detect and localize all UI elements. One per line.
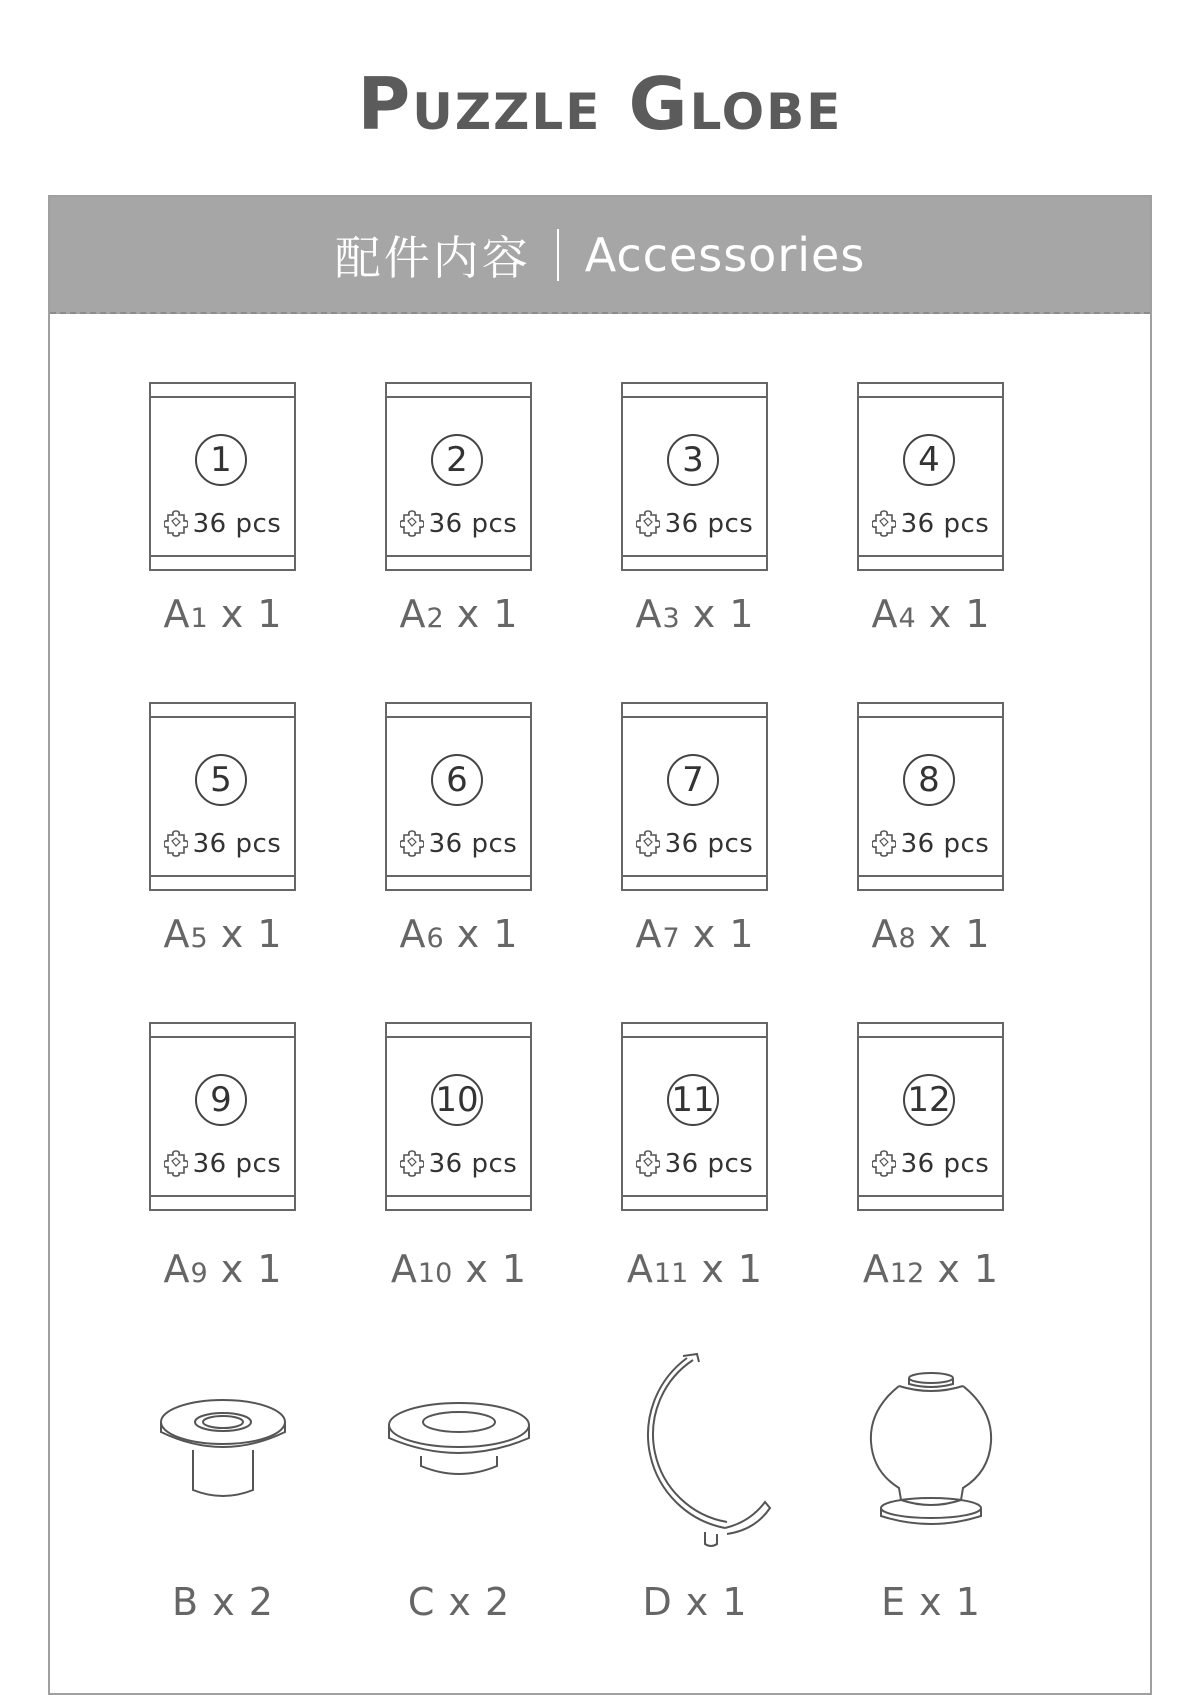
- base-plate-icon: [339, 1370, 579, 1560]
- puzzle-piece-icon: [400, 509, 424, 537]
- pack-top-band: [859, 1036, 1002, 1038]
- puzzle-piece-icon: [636, 509, 660, 537]
- pack-number: 10: [431, 1074, 483, 1126]
- header-zh: 配件内容: [334, 230, 531, 285]
- puzzle-pack: [385, 702, 532, 891]
- panel-header: [50, 197, 1150, 314]
- pack-quantity: x 1: [937, 1247, 1000, 1291]
- pack-top-band: [623, 396, 766, 398]
- pack-subscript: 1: [190, 603, 208, 634]
- pack-bottom-band: [623, 555, 766, 557]
- puzzle-piece-icon: [872, 829, 896, 857]
- pack-label: [103, 592, 343, 636]
- pack-bottom-band: [859, 555, 1002, 557]
- pack-pieces-count: 36 pcs: [192, 829, 282, 859]
- puzzle-piece-icon: [872, 1149, 896, 1177]
- pack-number: 8: [903, 754, 955, 806]
- puzzle-pack: [857, 382, 1004, 571]
- pack-subscript: 12: [889, 1258, 925, 1289]
- puzzle-pack: [621, 1022, 768, 1211]
- pack-letter: A: [163, 1247, 191, 1291]
- pack-top-band: [859, 716, 1002, 718]
- pack-letter: A: [399, 592, 427, 636]
- pack-subscript: 4: [898, 603, 916, 634]
- pack-pieces: [859, 509, 1002, 539]
- pack-quantity: x 1: [220, 592, 283, 636]
- pack-pieces-count: 36 pcs: [428, 829, 518, 859]
- pack-bottom-band: [623, 1195, 766, 1197]
- pack-label: [575, 912, 815, 956]
- pack-bottom-band: [387, 1195, 530, 1197]
- pack-number: 2: [431, 434, 483, 486]
- puzzle-piece-icon: [164, 509, 188, 537]
- pack-letter: A: [635, 592, 663, 636]
- pack-subscript: 6: [426, 923, 444, 954]
- pack-letter: A: [399, 912, 427, 956]
- puzzle-pack: [621, 702, 768, 891]
- pack-label: [811, 1247, 1051, 1291]
- puzzle-pack: [149, 382, 296, 571]
- pack-top-band: [151, 396, 294, 398]
- pack-label: [811, 912, 1051, 956]
- part-label: C x 2: [407, 1580, 511, 1624]
- pack-pieces-count: 36 pcs: [900, 1149, 990, 1179]
- header-divider: [557, 229, 559, 281]
- puzzle-piece-icon: [636, 829, 660, 857]
- meridian-arc-icon: [575, 1350, 815, 1560]
- pack-bottom-band: [151, 555, 294, 557]
- pack-letter: A: [871, 592, 899, 636]
- pack-top-band: [387, 1036, 530, 1038]
- pack-quantity: x 1: [692, 912, 755, 956]
- pack-pieces-count: 36 pcs: [192, 1149, 282, 1179]
- pack-bottom-band: [387, 875, 530, 877]
- page-title: Puzzle Globe: [357, 62, 843, 146]
- pack-label: [103, 912, 343, 956]
- puzzle-pack: [149, 702, 296, 891]
- pack-subscript: 9: [190, 1258, 208, 1289]
- pack-number: 11: [667, 1074, 719, 1126]
- pack-quantity: x 1: [928, 592, 991, 636]
- pack-top-band: [151, 1036, 294, 1038]
- pack-top-band: [151, 716, 294, 718]
- pack-bottom-band: [151, 1195, 294, 1197]
- pack-bottom-band: [623, 875, 766, 877]
- pack-label: [339, 912, 579, 956]
- pack-label: [575, 1247, 815, 1291]
- pack-pieces-count: 36 pcs: [664, 1149, 754, 1179]
- pack-quantity: x 1: [220, 1247, 283, 1291]
- pack-label: [339, 592, 579, 636]
- pack-pieces: [623, 1149, 766, 1179]
- pack-number: 6: [431, 754, 483, 806]
- pack-number: 1: [195, 434, 247, 486]
- part-label: D x 1: [642, 1580, 748, 1624]
- pack-pieces-count: 36 pcs: [900, 829, 990, 859]
- pack-pieces: [859, 829, 1002, 859]
- part-label: B x 2: [172, 1580, 274, 1624]
- pack-label: [575, 592, 815, 636]
- pack-number: 9: [195, 1074, 247, 1126]
- puzzle-piece-icon: [164, 1149, 188, 1177]
- pack-quantity: x 1: [692, 592, 755, 636]
- pack-top-band: [623, 1036, 766, 1038]
- pack-letter: A: [163, 592, 191, 636]
- pack-pieces: [151, 509, 294, 539]
- pack-number: 4: [903, 434, 955, 486]
- pack-quantity: x 1: [456, 592, 519, 636]
- pack-subscript: 7: [662, 923, 680, 954]
- header-en: Accessories: [584, 227, 866, 282]
- pack-quantity: x 1: [928, 912, 991, 956]
- pack-letter: A: [871, 912, 899, 956]
- pack-subscript: 2: [426, 603, 444, 634]
- pack-top-band: [387, 396, 530, 398]
- pack-pieces-count: 36 pcs: [664, 829, 754, 859]
- pack-quantity: x 1: [220, 912, 283, 956]
- pack-subscript: 5: [190, 923, 208, 954]
- pack-top-band: [623, 716, 766, 718]
- puzzle-piece-icon: [872, 509, 896, 537]
- base-cylinder-icon: [103, 1370, 343, 1560]
- pack-subscript: 11: [653, 1258, 689, 1289]
- pack-bottom-band: [387, 555, 530, 557]
- pack-label: [103, 1247, 343, 1291]
- puzzle-piece-icon: [164, 829, 188, 857]
- pack-subscript: 3: [662, 603, 680, 634]
- pack-pieces-count: 36 pcs: [428, 509, 518, 539]
- pack-pieces: [623, 829, 766, 859]
- puzzle-pack: [621, 382, 768, 571]
- pack-top-band: [859, 396, 1002, 398]
- puzzle-pack: [857, 1022, 1004, 1211]
- pack-number: 12: [903, 1074, 955, 1126]
- pack-pieces-count: 36 pcs: [900, 509, 990, 539]
- pack-pieces: [151, 1149, 294, 1179]
- pack-label: [339, 1247, 579, 1291]
- pack-number: 7: [667, 754, 719, 806]
- pack-label: [811, 592, 1051, 636]
- puzzle-pack: [857, 702, 1004, 891]
- puzzle-pack: [385, 382, 532, 571]
- puzzle-pack: [385, 1022, 532, 1211]
- pack-pieces-count: 36 pcs: [664, 509, 754, 539]
- pack-pieces: [623, 509, 766, 539]
- pack-bottom-band: [859, 875, 1002, 877]
- pack-letter: A: [163, 912, 191, 956]
- pack-quantity: x 1: [456, 912, 519, 956]
- pack-number: 5: [195, 754, 247, 806]
- pack-bottom-band: [151, 875, 294, 877]
- pack-pieces: [387, 509, 530, 539]
- pack-pieces-count: 36 pcs: [192, 509, 282, 539]
- pack-subscript: 8: [898, 923, 916, 954]
- pack-quantity: x 1: [465, 1247, 528, 1291]
- pack-pieces: [387, 829, 530, 859]
- part-label: E x 1: [881, 1580, 981, 1624]
- puzzle-piece-icon: [636, 1149, 660, 1177]
- pack-letter: A: [626, 1247, 654, 1291]
- pack-letter: A: [635, 912, 663, 956]
- pack-top-band: [387, 716, 530, 718]
- pack-quantity: x 1: [701, 1247, 764, 1291]
- pack-pieces: [387, 1149, 530, 1179]
- puzzle-pack: [149, 1022, 296, 1211]
- pack-pieces: [859, 1149, 1002, 1179]
- puzzle-piece-icon: [400, 1149, 424, 1177]
- globe-stand-icon: [811, 1360, 1051, 1560]
- pack-letter: A: [390, 1247, 418, 1291]
- pack-pieces-count: 36 pcs: [428, 1149, 518, 1179]
- pack-letter: A: [862, 1247, 890, 1291]
- puzzle-piece-icon: [400, 829, 424, 857]
- pack-pieces: [151, 829, 294, 859]
- pack-bottom-band: [859, 1195, 1002, 1197]
- pack-subscript: 10: [417, 1258, 453, 1289]
- pack-number: 3: [667, 434, 719, 486]
